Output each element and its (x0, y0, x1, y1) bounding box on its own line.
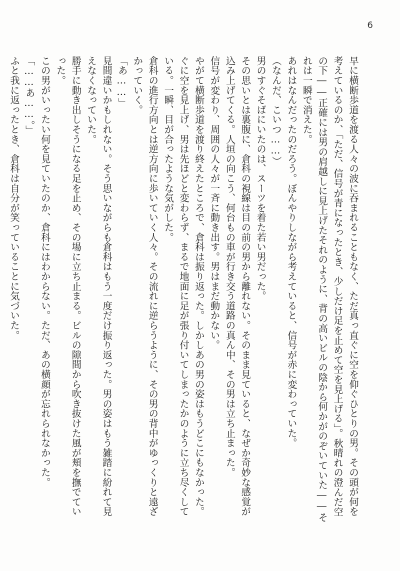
text-paragraph: 倉科の進行方向とは逆方向に歩いていく人々。その流れに逆らうように、その男の背中がゆっくりと遠ざかっていく。 (131, 56, 158, 517)
page-number: 6 (367, 21, 373, 31)
text-paragraph: 信号が変わり、周囲の人々が一斉に動き出す。男はまだ動かない。 (208, 56, 220, 350)
text-paragraph: （なんだ、こいつ……） (269, 56, 281, 167)
text-paragraph: ふと我に返ったとき、倉科は自分が笑っていることに気づいた。 (8, 56, 20, 341)
text-paragraph: 早に横断歩道を渡る人々の波に吞まれることもなく、ただ真っ直ぐに空を仰ぐひとりの男。その頭が何を考えているのか、「ただ、信号が青になったとき、少しだけ足を止めて空を見上げる」。秋晴れの澄んだ空の下――正確には男の肩越しに見上げたそれのように、背の高いビルの陰から何かがのぞいていた――それは一瞬で消えた。 (300, 56, 358, 523)
text-paragraph: あれはなんだったのだろう。ぼんやりしながら考えていると、信号が赤に変わっていた。 (285, 56, 297, 448)
vertical-text-body (8, 56, 360, 526)
text-paragraph: 男のすぐそばにいたのは、スーツを着た若い男だった。 (254, 56, 266, 301)
text-paragraph: ぐに空を見上げ、男は先ほどと変わらず、まるで地面に足が張り付いてしまったかのように立ち尽くしている。一瞬、目が合ったような気がした。 (162, 56, 189, 517)
text-paragraph: 「あ……」 (115, 56, 127, 108)
text-paragraph: その思いとは裏腹に、倉科の視線は目の前の男から離れない。そのまま見ていると、なぜか奇妙な感覚が込み上げてくる。人垣の向こう、何台もの車が行き交う道路の真ん中、その男は立ち止まった。 (223, 56, 251, 517)
text-paragraph: この男がいったい何を見ていたのか、倉科にはわからない。ただ、あの横顔が忘れられなかった。 (38, 56, 50, 488)
text-paragraph: 勝手に動き出しそうになる足を止め、その場に立ち止まる。ビルの隙間から吹き抜けた風が頬を撫でていった。 (54, 56, 81, 517)
text-paragraph: やがて横断歩道を渡り終えたところで、倉科は振り返った。しかしあの男の姿はもうどこにもなかった。 (192, 56, 204, 517)
text-paragraph: 見間違いかもしれない。そう思いながらも倉科はもう一度だけ振り返った。男の姿はもう雑踏に紛れて見えなくなっていた。 (85, 56, 112, 517)
text-paragraph: 「……あ……。」 (23, 56, 35, 136)
